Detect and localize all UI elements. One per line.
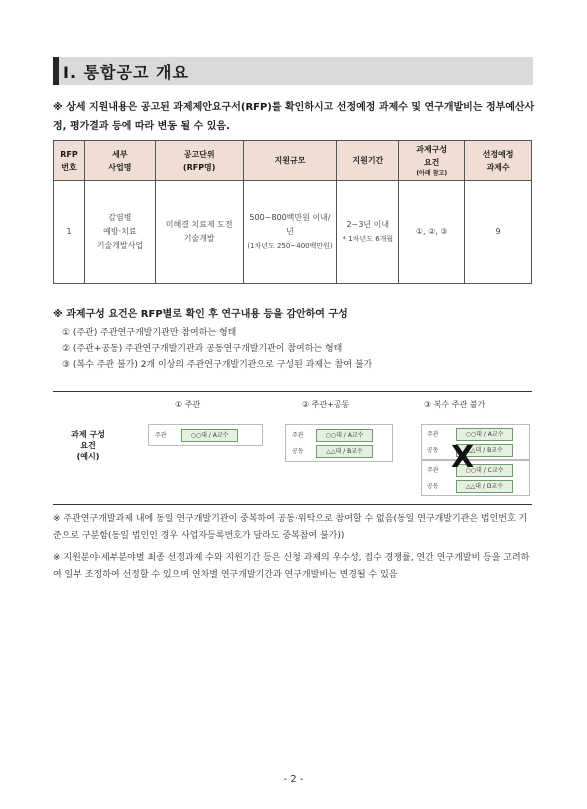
cell-selection: 9 [465, 181, 532, 284]
footnote: ※ 지원분야·세부분야별 최종 선정과제 수와 지원기간 등은 신청 과제의 우수성, 접수 경쟁률, 연간 연구개발비 등을 고려하여 일부 조정하여 선정할 수 있으며 연차별 연구개발기간과 연구개발비는 변경될 수 있음 [53, 553, 530, 580]
cell-composition: ①, ②, ③ [399, 181, 465, 284]
composition-items [62, 325, 532, 373]
cell-scale: 500~800백만원 이내/년 (1차년도 250~400백만원) [243, 181, 337, 284]
role-joint-label: 공동 [292, 448, 304, 455]
role-joint-label: 공동 [427, 483, 439, 490]
option-2-box [285, 424, 393, 462]
option-3-box-b [421, 460, 530, 496]
cell-rfp-no: 1 [54, 181, 85, 284]
cell-period: 2~3년 이내 * 1차년도 6개월 [337, 181, 399, 284]
composition-item: ② (주관+공동) 주관연구개발기관과 공동연구개발기관이 참여하는 형태 [62, 344, 343, 354]
header-unit: 공고단위 (RFP명) [155, 141, 243, 181]
header-scale: 지원규모 [243, 141, 337, 181]
cell-unit: 미해결 치료제 도전 기술개발 [155, 181, 243, 284]
org-chip: △△대 / B교수 [316, 445, 373, 458]
option-1-heading: ① 주관 [175, 400, 201, 409]
header-selection: 선정예정 과제수 [465, 141, 532, 181]
not-allowed-cross-mark: X [451, 440, 475, 475]
role-main-label: 주관 [292, 432, 304, 439]
divider-bottom [53, 504, 532, 505]
section-title-bar [53, 57, 533, 85]
footnote: ※ 주관연구개발과제 내에 동일 연구개발기관이 중복하여 공동·위탁으로 참여할 수 없음(동일 연구개발기관은 법인번호 기준으로 구분함(동일 법인인 경우 사업자등록번호가 달라도 중복참여 불가)) [53, 514, 528, 541]
cell-sub-program: 감염병 예방·치료 기술개발사업 [84, 181, 155, 284]
rfp-table [53, 140, 532, 284]
page-number: - 2 - [283, 774, 304, 785]
table-header-row [54, 141, 532, 181]
composition-note-title: ※ 과제구성 요건은 RFP별로 확인 후 연구내용 등을 감안하여 구성 [53, 309, 348, 320]
option-3-heading: ③ 복수 주관 불가 [424, 400, 486, 409]
org-chip: ○○대 / A교수 [316, 429, 373, 442]
option-1-box [148, 424, 263, 446]
composition-item: ③ (복수 주관 불가) 2개 이상의 주관연구개발기관으로 구성된 과제는 참여 불가 [62, 360, 373, 370]
composition-item: ① (주관) 주관연구개발기관만 참여하는 형태 [62, 328, 237, 338]
header-composition: 과제구성 요건 (아래 참고) [399, 141, 465, 181]
org-chip: △△대 / D교수 [456, 480, 513, 493]
role-main-label: 주관 [427, 431, 439, 438]
role-joint-label: 공동 [427, 447, 439, 454]
divider-top [53, 391, 532, 392]
org-chip: ○○대 / A교수 [181, 429, 238, 442]
option-2-heading: ② 주관+공동 [302, 400, 350, 409]
diagram-row-label: 과제 구성 요건 (예시) [71, 430, 105, 461]
option-3-box-a [421, 424, 530, 460]
org-chip: △△대 / B교수 [456, 444, 513, 457]
section-title: Ⅰ. 통합공고 개요 [63, 63, 189, 82]
role-main-label: 주관 [427, 467, 439, 474]
header-period: 지원기간 [337, 141, 399, 181]
table-row [54, 181, 532, 284]
header-rfp-no: RFP 번호 [54, 141, 85, 181]
top-notice: ※ 상세 지원내용은 공고된 과제제안요구서(RFP)를 확인하시고 선정예정 과제수 및 연구개발비는 정부예산사정, 평가결과 등에 따라 변동 될 수 있음. [53, 102, 535, 132]
title-bar-accent [53, 57, 59, 85]
org-chip: ○○대 / A교수 [456, 428, 513, 441]
header-sub-program: 세부 사업명 [84, 141, 155, 181]
role-main-label: 주관 [155, 432, 167, 439]
org-chip: ○○대 / C교수 [456, 464, 513, 477]
